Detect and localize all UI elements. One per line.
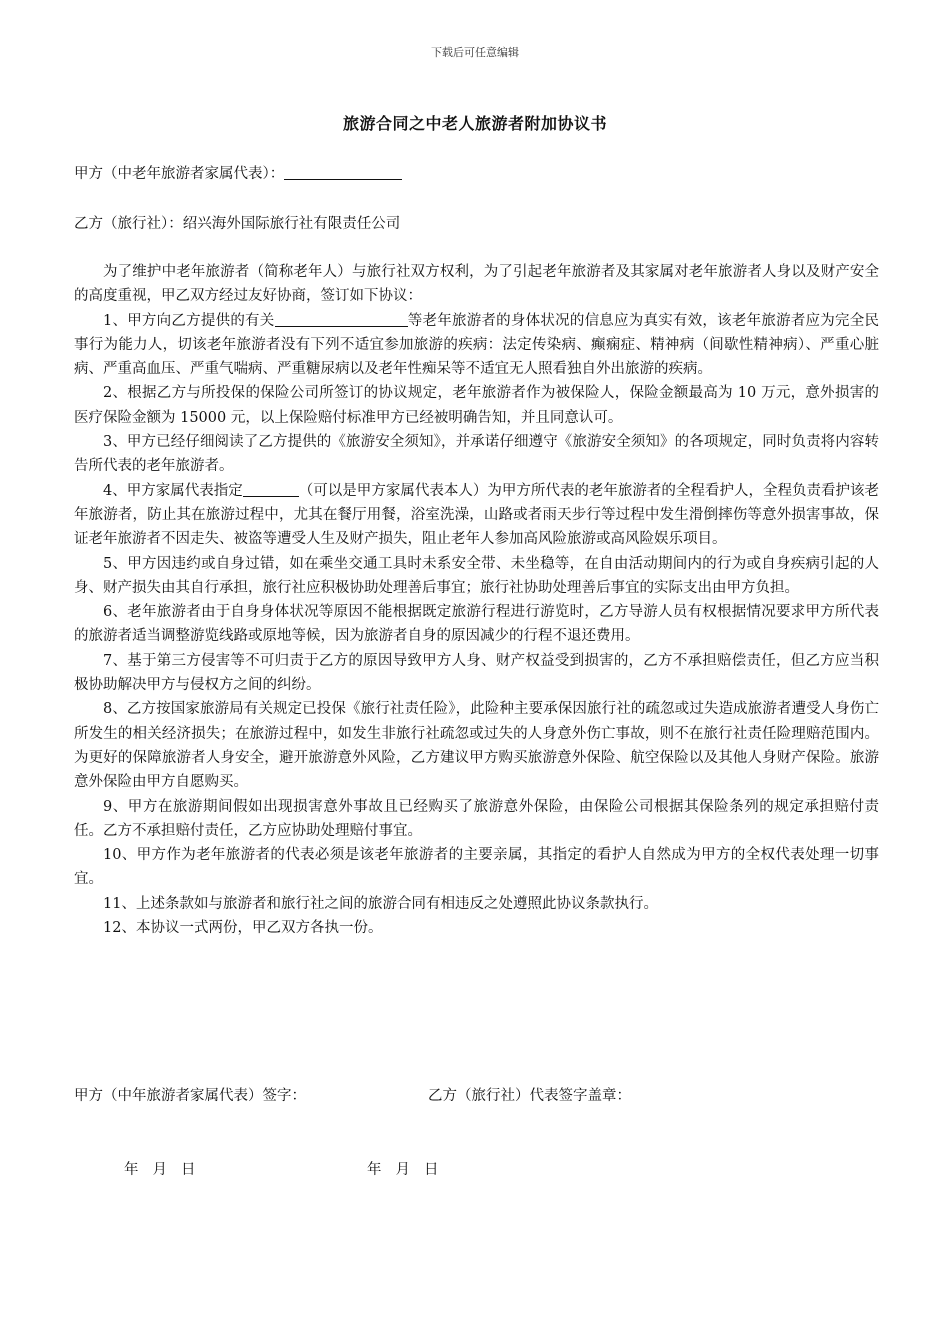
- date-day-label: 日: [181, 1162, 196, 1178]
- date-month-label: 月: [152, 1162, 167, 1178]
- party-b-value: 绍兴海外国际旅行社有限责任公司: [182, 216, 401, 232]
- clause-12: 12、本协议一式两份，甲乙双方各执一份。: [103, 920, 383, 937]
- clause-4-text-b: （可以是甲方家属代表本人）为甲方所代表的老年旅游者的全程看护人，全程负责看护该老年旅游者，防止其在旅游过程中，尤其在餐厅用餐，浴室洗澡，山路或者雨天步行等过程中发生滑倒摔伤等意外损害事故，保证老年旅游者不因走失、被盗等遭受人生及财产损失，阻止老年人参加高风险旅游或高风险娱乐项目。: [74, 482, 879, 548]
- intro-paragraph: 为了维护中老年旅游者（简称老年人）与旅行社双方权利，为了引起老年旅游者及其家属对老年旅游者人身以及财产安全的高度重视，甲乙双方经过友好协商，签订如下协议：: [74, 264, 879, 305]
- clause-3: 3、甲方已经仔细阅读了乙方提供的《旅游安全须知》，并承诺仔细遵守《旅游安全须知》的各项规定，同时负责将内容转告所代表的老年旅游者。: [74, 434, 879, 475]
- document-title: 旅游合同之中老人旅游者附加协议书: [342, 114, 607, 133]
- date-year-label: 年: [367, 1162, 382, 1178]
- party-a-line: [74, 162, 402, 183]
- party-a-signature-label: 甲方（中年旅游者家属代表）签字：: [74, 1088, 306, 1104]
- clause-9: 9、甲方在旅游期间假如出现损害意外事故且已经购买了旅游意外保险，由保险公司根据其保险条列的规定承担赔付责任。乙方不承担赔付责任，乙方应协助处理赔付事宜。: [74, 798, 879, 839]
- clause-1-text-a: 1、甲方向乙方提供的有关: [103, 312, 275, 329]
- clause-2: 2、根据乙方与所投保的保险公司所签订的协议规定，老年旅游者作为被保险人，保险金额最高为 10 万元，意外损害的医疗保险金额为 15000 元，以上保险赔付标准甲方已经被明确告知，并且同意认可。: [74, 385, 879, 426]
- health-info-blank[interactable]: [275, 311, 408, 327]
- agreement-body: [74, 260, 879, 940]
- clause-4: [74, 479, 879, 552]
- clause-1-text-b: 等老年旅游者的身体状况的信息应为真实有效，该老年旅游者应为完全民事行为能力人，切该老年旅游者没有下列不适宜参加旅游的疾病：法定传染病、癫痫症、精神病（间歇性精神病）、严重心脏病、严重高血压、严重气喘病、严重糖尿病以及老年性痴呆等不适宜无人照看独自外出旅游的疾病。: [74, 312, 879, 378]
- party-b-date: [367, 1158, 453, 1179]
- caretaker-blank[interactable]: [243, 481, 299, 497]
- date-day-label: 日: [424, 1162, 439, 1178]
- party-b-line: [74, 212, 400, 233]
- party-b-label: 乙方（旅行社）：: [74, 216, 183, 232]
- clause-10: 10、甲方作为老年旅游者的代表必须是该老年旅游者的主要亲属，其指定的看护人自然成为甲方的全权代表处理一切事宜。: [74, 847, 879, 888]
- party-a-date: [124, 1158, 210, 1179]
- party-a-blank[interactable]: [284, 164, 402, 180]
- date-month-label: 月: [395, 1162, 410, 1178]
- clause-6: 6、老年旅游者由于自身身体状况等原因不能根据既定旅游行程进行游览时，乙方导游人员有权根据情况要求甲方所代表的旅游者适当调整游览线路或原地等候，因为旅游者自身的原因减少的行程不退还费用。: [74, 604, 879, 645]
- party-b-signature-label: 乙方（旅行社）代表签字盖章：: [428, 1088, 631, 1104]
- date-year-label: 年: [124, 1162, 139, 1178]
- header-note: 下载后可任意编辑: [431, 46, 519, 59]
- party-a-label: 甲方（中老年旅游者家属代表）：: [74, 166, 285, 182]
- clause-11: 11、上述条款如与旅游者和旅行社之间的旅游合同有相违反之处遵照此协议条款执行。: [103, 895, 658, 912]
- clause-7: 7、基于第三方侵害等不可归责于乙方的原因导致甲方人身、财产权益受到损害的，乙方不承担赔偿责任，但乙方应当积极协助解决甲方与侵权方之间的纠纷。: [74, 652, 879, 694]
- clause-8: 8、乙方按国家旅游局有关规定已投保《旅行社责任险》，此险种主要承保因旅行社的疏忽或过失造成旅游者遭受人身伤亡所发生的相关经济损失；在旅游过程中，如发生非旅行社疏忽或过失的人身意外伤亡事故，则不在旅行社责任险理赔范围内。为更好的保障旅游者人身安全，避开旅游意外风险，乙方建议甲方购买旅游意外保险、航空保险以及其他人身财产保险。旅游意外保险由甲方自愿购买。: [74, 701, 879, 791]
- clause-5: 5、甲方因违约或自身过错，如在乘坐交通工具时未系安全带、未坐稳等，在自由活动期间内的行为或自身疾病引起的人身、财产损失由其自行承担，旅行社应积极协助处理善后事宜；旅行社协助处理善后事宜的实际支出由甲方负担。: [74, 555, 879, 596]
- clause-4-text-a: 4、甲方家属代表指定: [103, 482, 243, 499]
- clause-1: [74, 309, 879, 382]
